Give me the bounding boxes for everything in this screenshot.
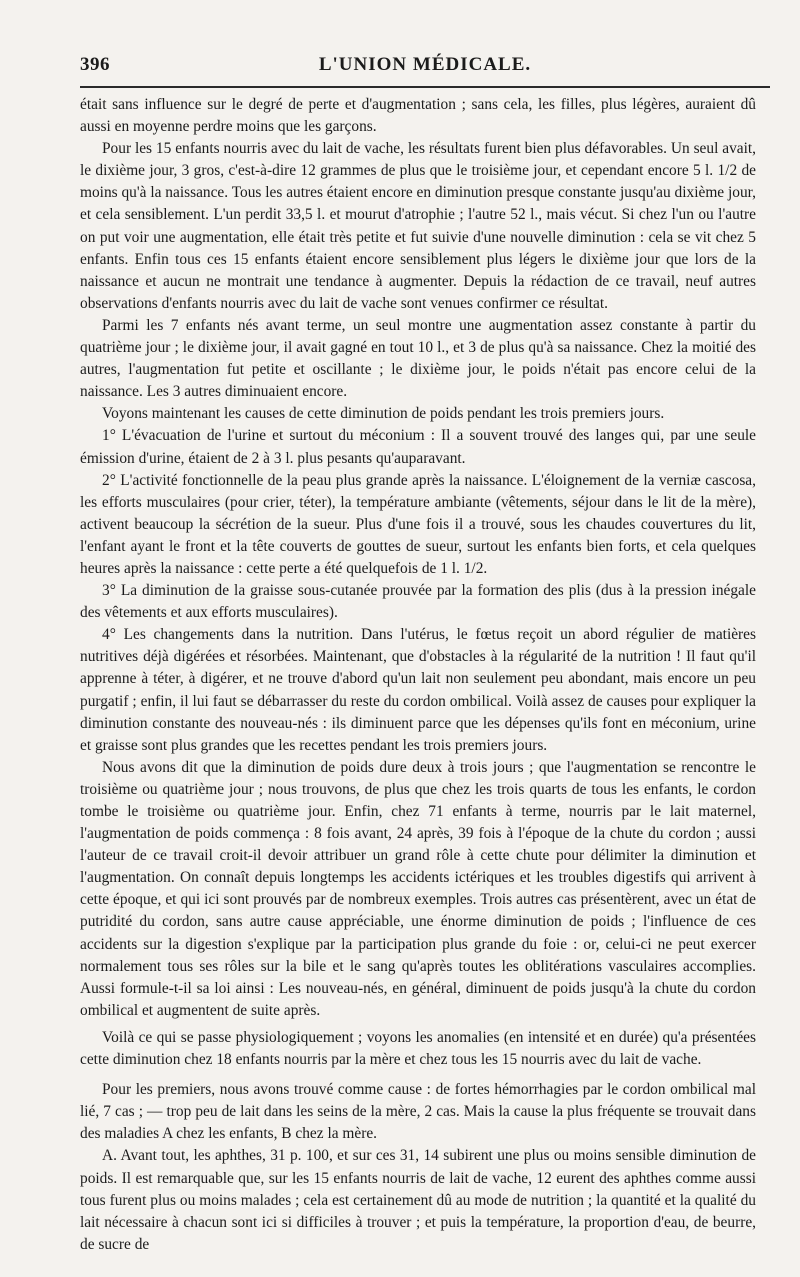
list-item: 4° Les changements dans la nutrition. Dans l'utérus, le fœtus reçoit un abord régulier de matières nutritives déjà digérées et résorbées. Maintenant, que d'obstacles à la régularité de la nutrition ! Il faut qu'il apprenne à téter, à digérer, et ne trouve d'abord qu'un lait non seulement peu abondant, mais encore un peu purgatif ; enfin, il lui faut se débarrasser du reste du cordon ombilical. Voilà assez de causes pour expliquer la diminution constante des nouveau-nés : ils diminuent parce que les dépenses qu'ils font en méconium, urine et graisse sont plus grandes que les recettes pendant les trois premiers jours. xyxy=(80,626,756,754)
list-item: 1° L'évacuation de l'urine et surtout du méconium : Il a souvent trouvé des langes qui, par une seule émission d'urine, étaient de 2 à 3 l. plus pesants qu'auparavant. xyxy=(80,427,756,467)
paragraph: était sans influence sur le degré de perte et d'augmentation ; sans cela, les filles, plus légères, auraient dû aussi en moyenne perdre moins que les garçons. xyxy=(80,96,756,136)
paragraph: Pour les 15 enfants nourris avec du lait de vache, les résultats furent bien plus défavorables. Un seul avait, le dixième jour, 3 gros, c'est-à-dire 12 grammes de plus que le troisième jour, et cependant encore 5 l. 1/2 de moins qu'à la naissance. Tous les autres étaient encore en diminution presque constante jusqu'au dixième jour, et cela sensiblement. L'un perdit 33,5 l. et mourut d'atrophie ; l'autre 52 l., mais vécut. Si chez l'un ou l'autre on put voir une augmentation, elle était très petite et fut suivie d'une nouvelle diminution : cela se vit chez 5 enfants. Enfin tous ces 15 enfants étaient encore sensiblement plus légers le dixième jour que lors de la naissance et aucun ne montrait une tendance à augmenter. Depuis la rédaction de ce travail, neuf autres observations d'enfants nourris avec du lait de vache sont venues confirmer ce résultat. xyxy=(80,140,756,312)
header-rule xyxy=(80,86,770,88)
paragraph: Voyons maintenant les causes de cette diminution de poids pendant les trois premiers jours. xyxy=(102,405,665,423)
running-title: L'UNION MÉDICALE. xyxy=(318,54,532,75)
paragraph: Voilà ce qui se passe physiologiquement ; voyons les anomalies (en intensité et en durée) qu'a présentées cette diminution chez 18 enfants nourris par la mère et chez tous les 15 nourris avec du lait de vache. xyxy=(80,1028,756,1069)
paragraph: Pour les premiers, nous avons trouvé comme cause : de fortes hémorrhagies par le cordon ombilical mal lié, 7 cas ; — trop peu de lait dans les seins de la mère, 2 cas. Mais la cause la plus fréquente se trouvait dans des maladies A chez les enfants, B chez la mère. xyxy=(80,1081,756,1143)
paragraph: Nous avons dit que la diminution de poids dure deux à trois jours ; que l'augmentation se rencontre le troisième ou quatrième jour ; nous trouvons, de plus que chez les trois quarts de tous les enfants, le cordon tombe le troisième ou quatrième jour. Enfin, chez 71 enfants à terme, nourris par le lait maternel, l'augmentation de poids commença : 8 fois avant, 24 après, 39 fois à l'époque de la chute du cordon ; aussi l'auteur de ce travail croit-il devoir attribuer un grand rôle à cette chute pour délimiter la diminution et l'augmentation. On connaît depuis longtemps les accidents ictériques et les troubles digestifs qui arrivent à cette époque, et qui ici sont prouvés par de nombreux exemples. Trois autres cas présentèrent, avec un état de putridité du cordon, sans autre cause appréciable, une énorme diminution de poids ; l'influence de ces accidents sur la digestion s'explique par la participation plus grande du foie : or, celui-ci ne peut exercer normalement tous ses rôles sur la bile et le sang qu'après toutes les oblitérations vasculaires accomplies. Aussi formule-t-il sa loi ainsi : Les nouveau-nés, en général, diminuent de poids jusqu'à la chute du cordon ombilical et augmentent de suite après. xyxy=(80,758,756,1019)
page-number: 396 xyxy=(80,54,110,75)
list-item: 3° La diminution de la graisse sous-cutanée prouvée par la formation des plis (dus à la pression inégale des vêtements et aux efforts musculaires). xyxy=(80,582,756,622)
paragraph: Parmi les 7 enfants nés avant terme, un seul montre une augmentation assez constante à partir du quatrième jour ; le dixième jour, il avait gagné en tout 10 l., et 3 de plus qu'à sa naissance. Chez la moitié des autres, l'augmentation fut petite et oscillante ; le dixième jour, le poids n'était pas encore celui de la naissance. Les 3 autres diminuaient encore. xyxy=(80,316,756,401)
article-body xyxy=(80,94,756,1256)
paragraph: A. Avant tout, les aphthes, 31 p. 100, et sur ces 31, 14 subirent une plus ou moins sensible diminution de poids. Il est remarquable que, sur les 15 enfants nourris de lait de vache, 12 eurent des aphthes comme aussi tous furent plus ou moins malades ; cela est certainement dû au mode de nutrition ; la quantité et la qualité du lait nécessaire à chacun sont ici si difficiles à trouver ; et puis la température, la proportion d'eau, de beurre, de sucre de xyxy=(80,1147,756,1253)
running-header xyxy=(80,50,770,80)
list-item: 2° L'activité fonctionnelle de la peau plus grande après la naissance. L'éloignement de la verniæ cascosa, les efforts musculaires (pour crier, téter), la température ambiante (vêtements, séjour dans le lit de la mère), activent beaucoup la sécrétion de la sueur. Plus d'une fois il a trouvé, sous les chaudes couvertures du lit, l'enfant ayant le front et la tête couverts de gouttes de sueur, surtout les enfants bien forts, et cela quelques heures après la naissance : cette perte a été quelquefois de 1 l. 1/2. xyxy=(80,471,756,577)
